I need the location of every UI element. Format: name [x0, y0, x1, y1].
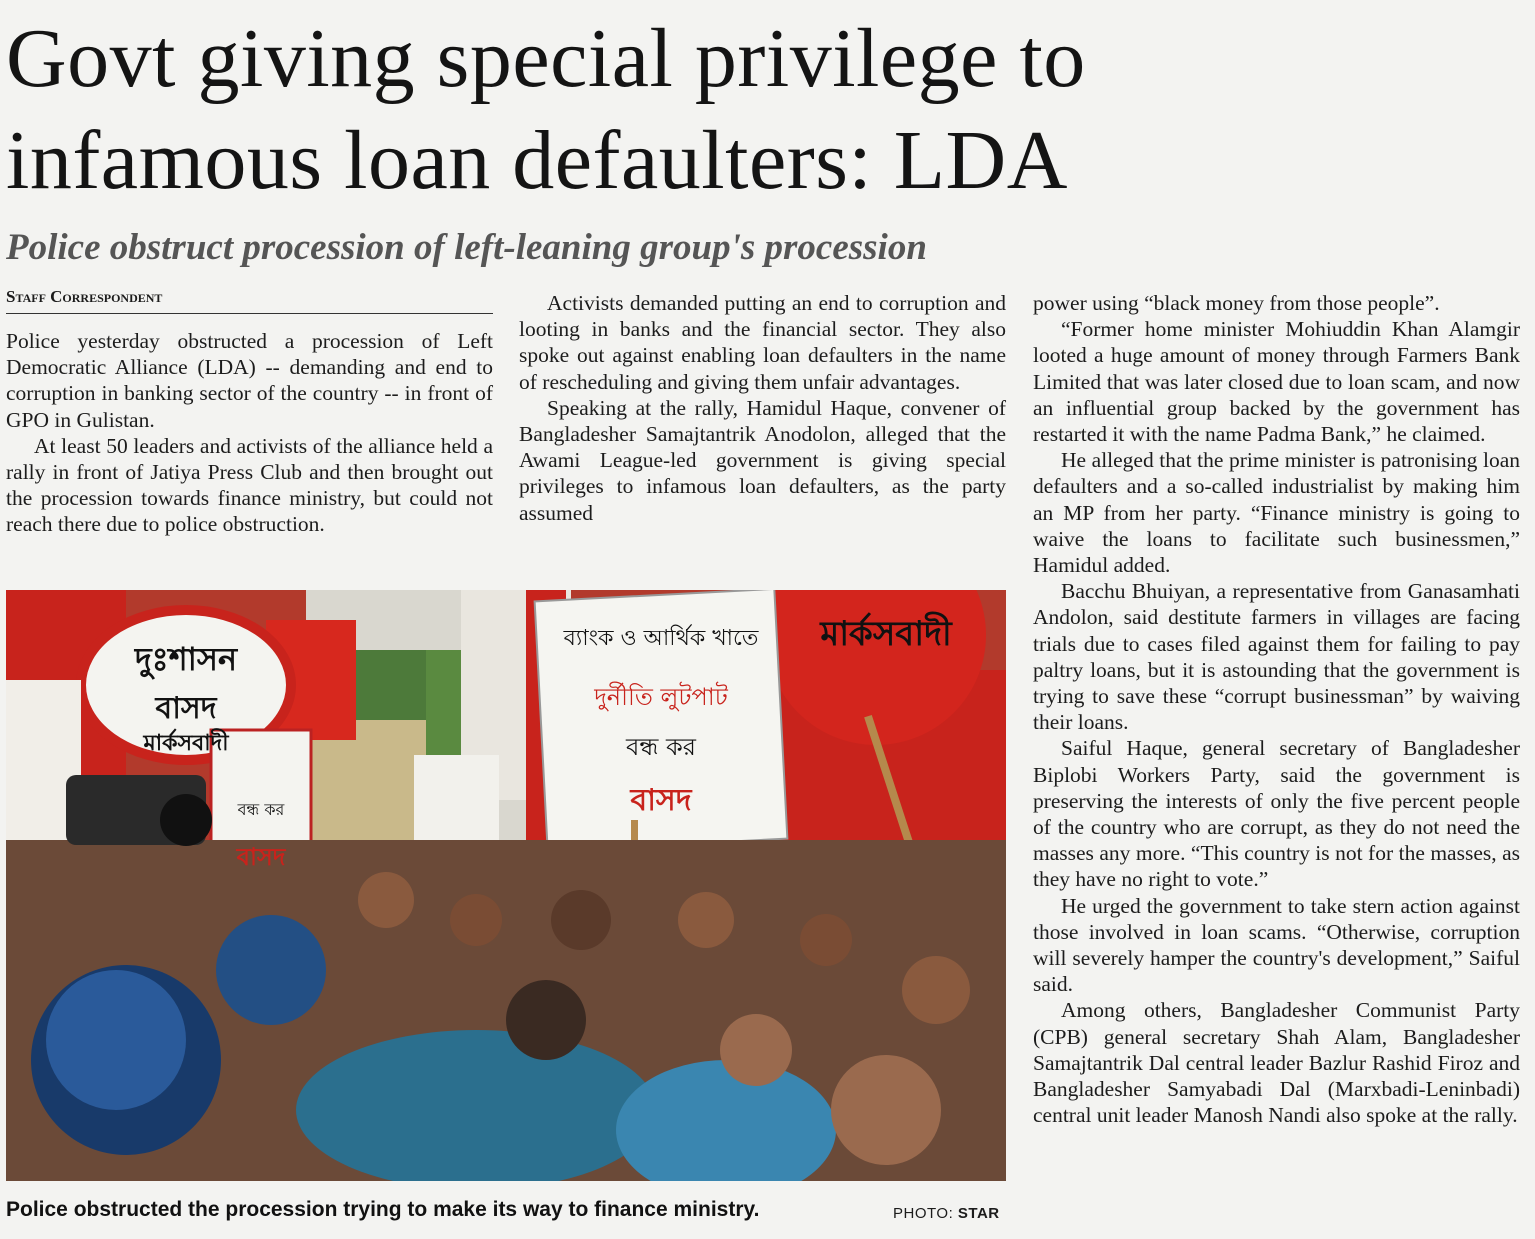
article-column-2	[519, 290, 1006, 526]
paragraph-continued: power using “black money from those people”.	[1033, 291, 1440, 315]
photo-credit-source: STAR	[957, 1205, 1000, 1222]
placard-text: বাসদ	[630, 783, 692, 818]
headline-line-1: Govt giving special privilege to	[6, 12, 1086, 105]
paragraph: Police yesterday obstructed a procession of Left Democratic Alliance (LDA) -- demanding and end to corruption in banking sector of the country -- in front of GPO in Gulistan.	[6, 329, 493, 432]
paragraph: Speaking at the rally, Hamidul Haque, convener of Bangladesher Samajtantrik Anodolon, alleged that the Awami League-led government is giving special privileges to infamous loan defaulters, as the party assumed	[519, 395, 1006, 525]
headline-line-2: infamous loan defaulters: LDA	[6, 114, 1068, 207]
paragraph: He alleged that the prime minister is patronising loan defaulters and a so-called industrialist by making him an MP from her party. “Finance ministry is going to waive the loans to facilitate such businessmen,” Hamidul added.	[1033, 448, 1520, 578]
placard-text: বন্ধ কর	[626, 733, 696, 761]
byline: Staff Correspondent	[6, 287, 493, 314]
paragraph: Activists demanded putting an end to corruption and looting in banks and the financial sector. They also spoke out against enabling loan defaulters in the name of rescheduling and giving them unfair advantages.	[519, 291, 1006, 394]
paragraph: Bacchu Bhuiyan, a representative from Ganasamhati Andolon, said destitute farmers in villages are facing trials due to cases filed against them for failing to pay paltry loans, but it is astounding that the government is trying to save these “corrupt businessman” by waiving their loans.	[1033, 579, 1520, 735]
placard-text: বাসদ	[155, 691, 217, 726]
paragraph: “Former home minister Mohiuddin Khan Alamgir looted a huge amount of money through Farmers Bank Limited that was later closed due to loan scam, and now an influential group backed by the government has restarted it with the name Padma Bank,” he claimed.	[1033, 317, 1520, 447]
paragraph: At least 50 leaders and activists of the alliance held a rally in front of Jatiya Press Club and then brought out the procession towards finance ministry, but could not reach there due to police obstruction.	[6, 433, 493, 537]
article-column-1	[6, 328, 493, 538]
subheadline: Police obstruct procession of left-leaning group's procession	[6, 227, 927, 268]
photo-credit	[893, 1205, 1008, 1222]
paragraph: Saiful Haque, general secretary of Bangladesher Biplobi Workers Party, said the government is preserving the interests of only the five percent people of the country who are corrupt, as they do not need the masses any more. “This country is not for the masses, as they have no right to vote.”	[1033, 736, 1520, 892]
photo-credit-label: PHOTO:	[893, 1205, 954, 1222]
placard-text: ব্যাংক ও আর্থিক খাতে	[563, 626, 759, 651]
headline	[6, 8, 1406, 212]
photo-caption: Police obstructed the procession trying to make its way to finance ministry.	[6, 1198, 760, 1221]
paragraph: He urged the government to take stern action against those involved in loan scams. “Otherwise, corruption will severely hamper the country's development,” Saiful said.	[1033, 893, 1520, 997]
news-photo	[6, 590, 1006, 1181]
paragraph: Among others, Bangladesher Communist Party (CPB) general secretary Shah Alam, Bangladesher Samajtantrik Dal central leader Bazlur Rashid Firoz and Bangladesher Samyabadi Dal (Marxbadi-Leninbadi) central unit leader Manosh Nandi also spoke at the rally.	[1033, 998, 1520, 1128]
placard-text: মার্কসবাদী	[143, 731, 229, 756]
placard-text: দুর্নীতি লুটপাট	[594, 683, 728, 711]
placard-text: বন্ধ কর	[237, 800, 285, 819]
placard-text: দুঃশাসন	[134, 640, 238, 678]
placard-text: মার্কসবাদী	[820, 614, 952, 654]
placard-text: বাসদ	[236, 843, 286, 871]
article-column-3	[1033, 290, 1520, 1129]
